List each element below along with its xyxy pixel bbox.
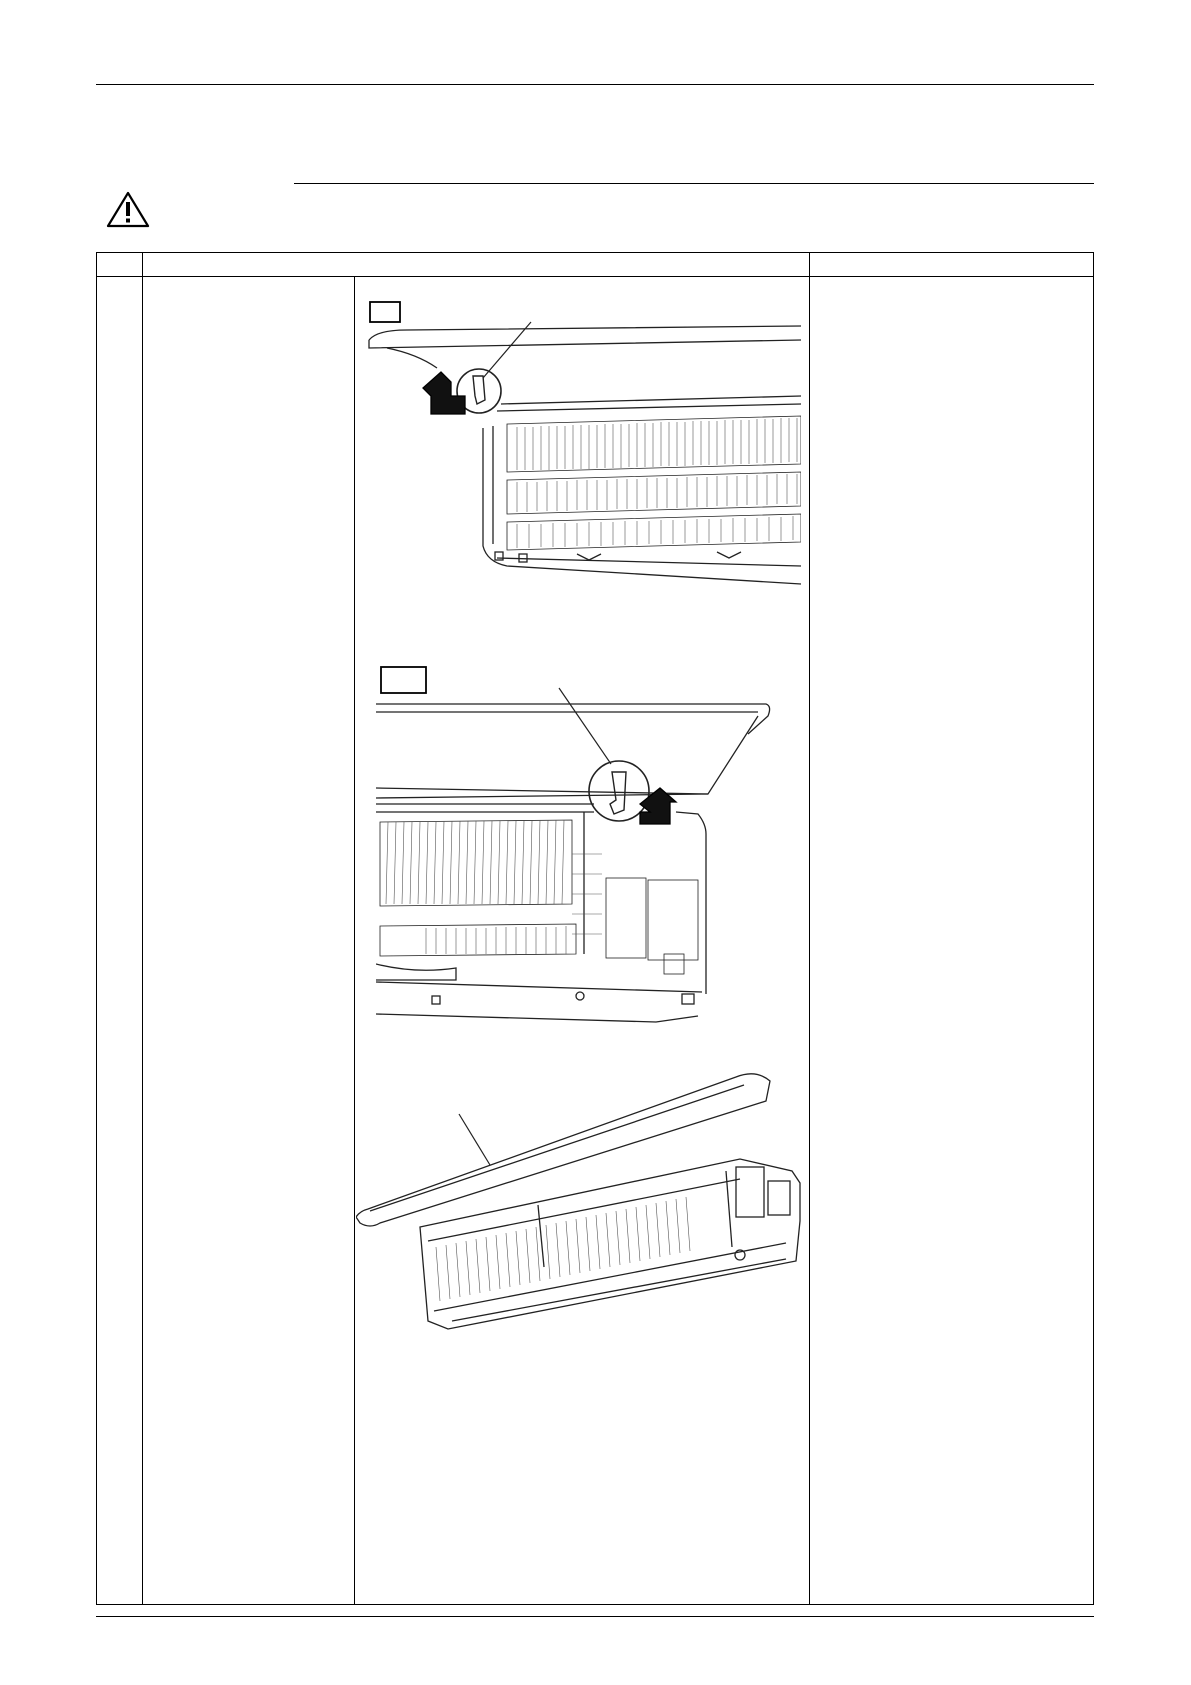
figure-right-hook <box>376 664 796 1026</box>
section-title-underline <box>294 183 1094 184</box>
header-points <box>809 253 1093 277</box>
view-label-box-right <box>381 667 426 693</box>
figure-panel-open <box>356 1071 804 1333</box>
cell-points <box>809 277 1093 1605</box>
view-label-box-left <box>370 302 400 322</box>
table-header-row <box>97 253 1094 277</box>
header-step <box>97 253 143 277</box>
arrow-up-icon <box>423 372 465 414</box>
footer-rule <box>96 1616 1094 1617</box>
warning-triangle-icon <box>106 191 150 229</box>
header-procedure <box>143 253 810 277</box>
figure-left-hook <box>357 296 801 596</box>
cell-step <box>97 277 143 1605</box>
header-rule <box>96 84 1094 85</box>
cell-procedure-text <box>143 277 355 1605</box>
